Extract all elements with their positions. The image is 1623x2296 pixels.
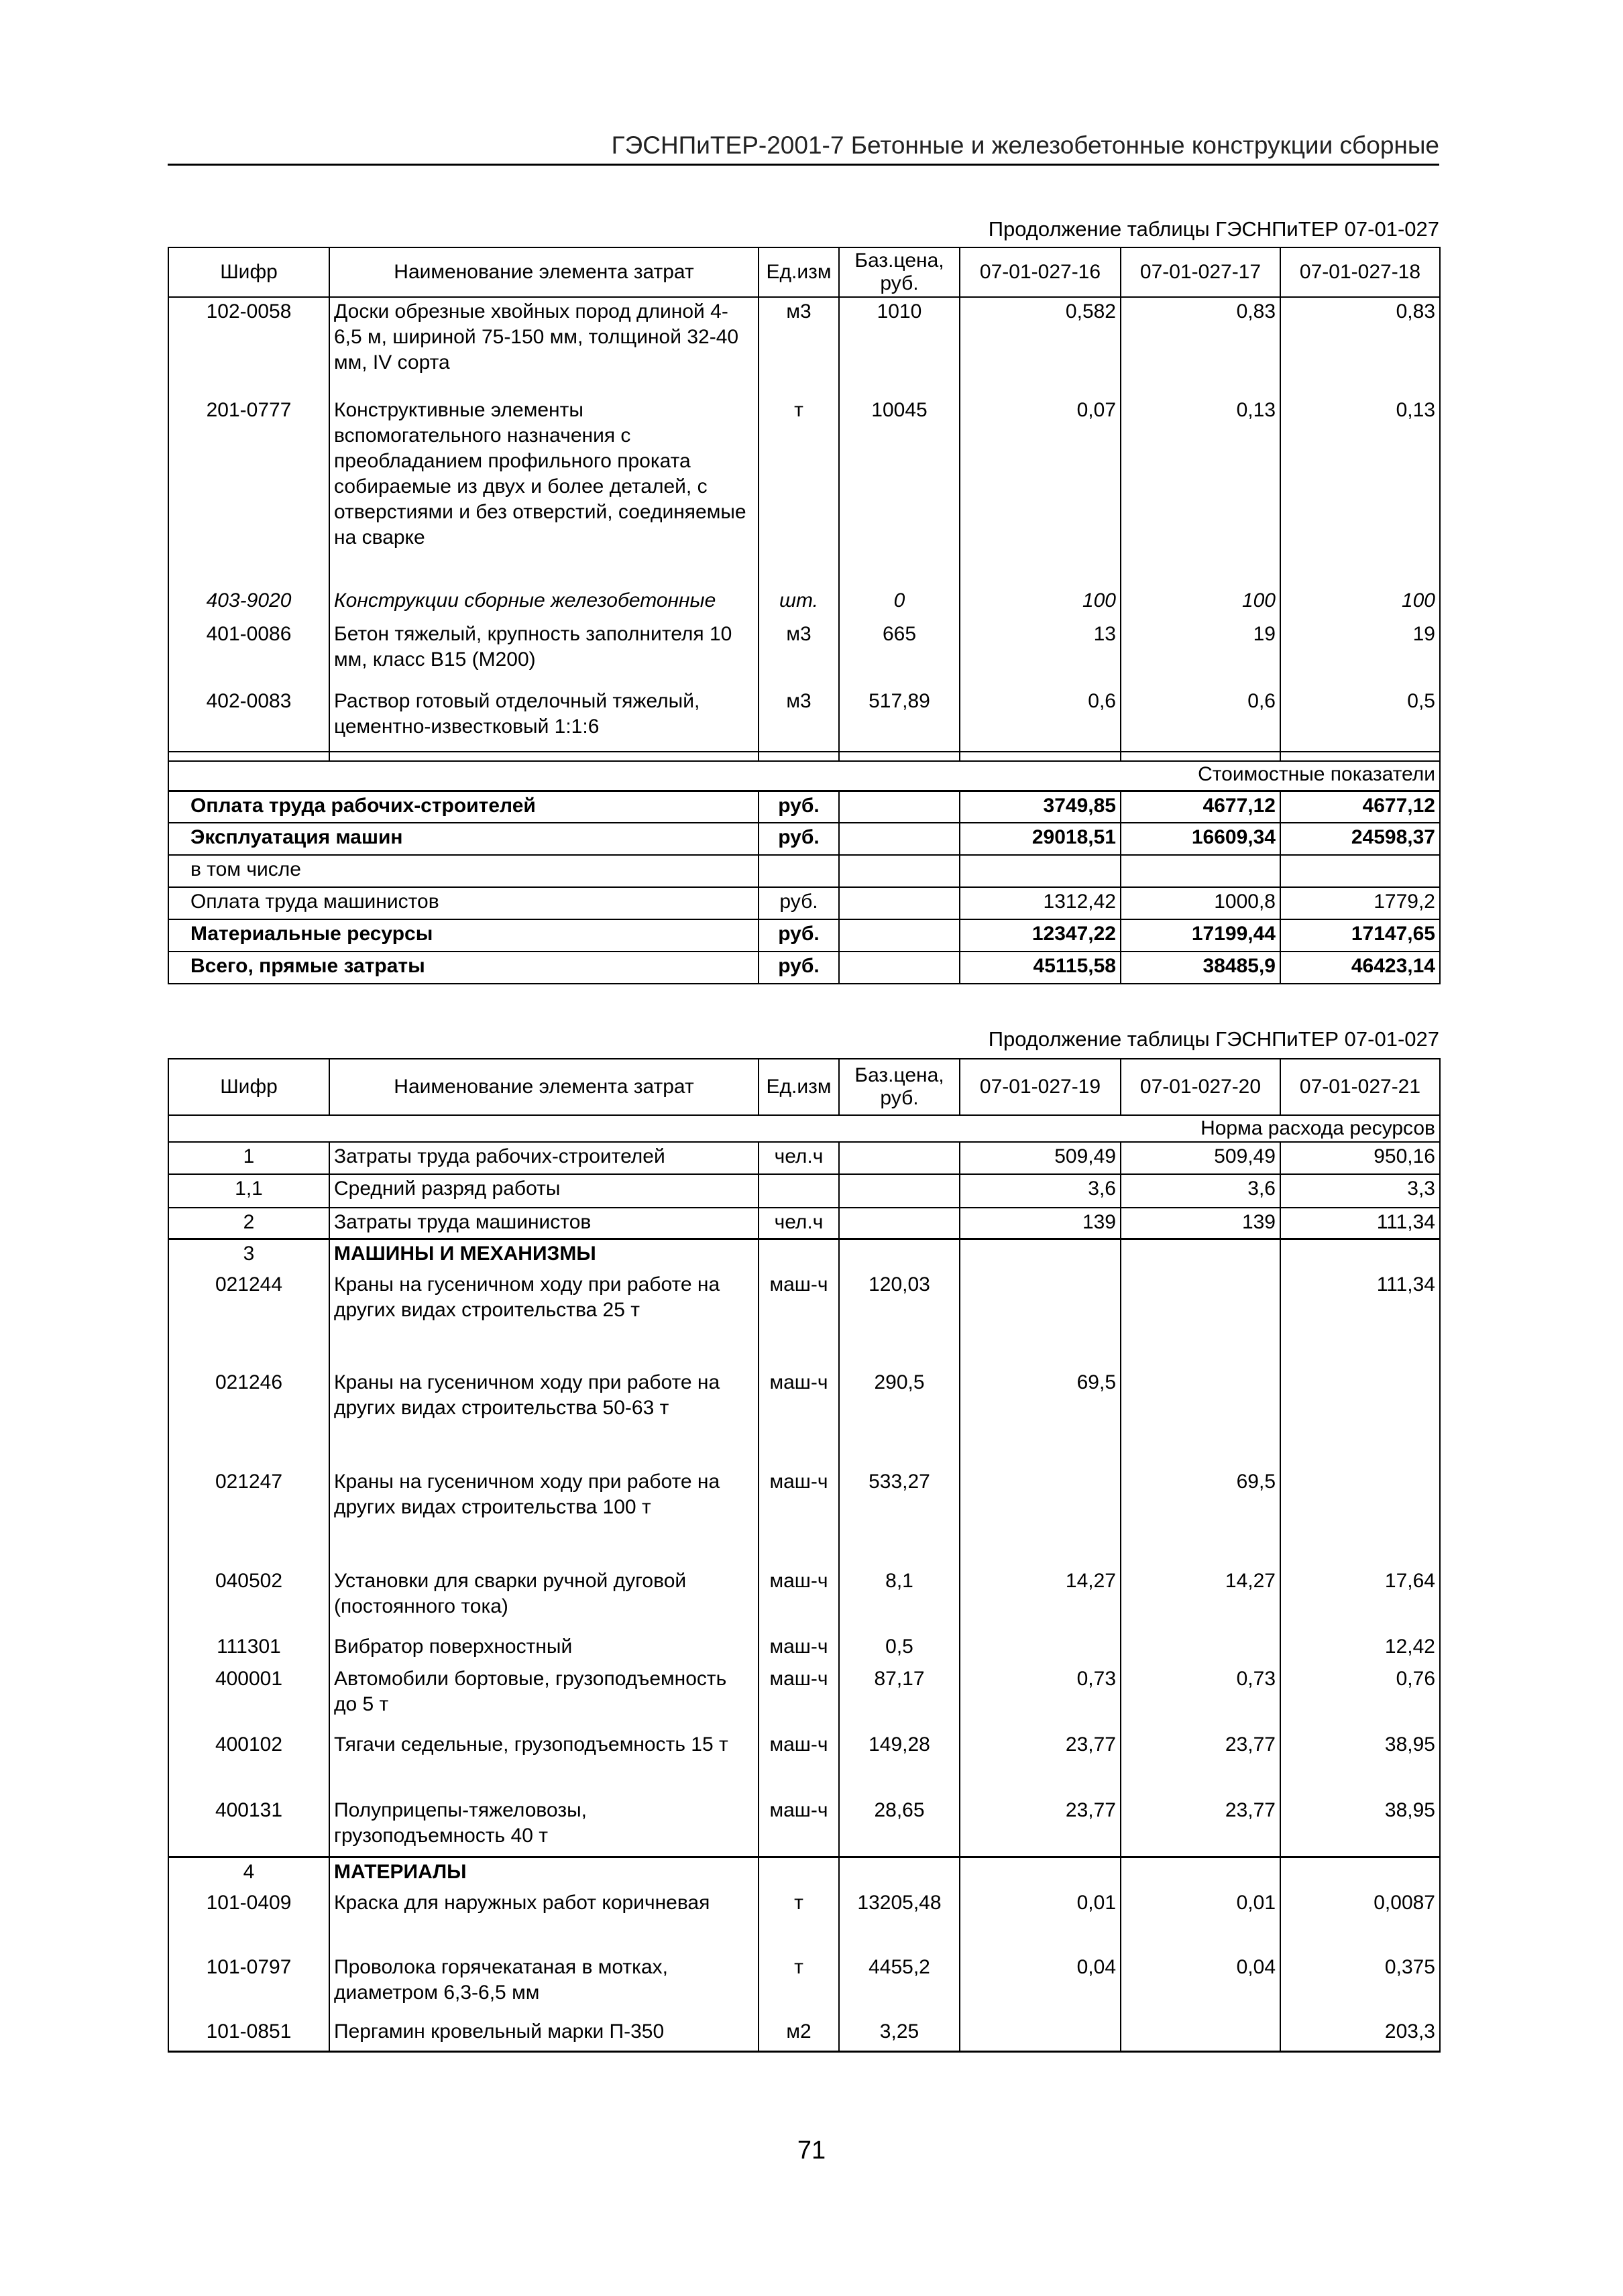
table-row [168, 1174, 1440, 1208]
row-name: Краны на гусеничном ходу при работе на других видах строительства 100 т [329, 1468, 759, 1567]
row-code: 403-9020 [168, 587, 329, 620]
row-price: 3,25 [839, 2018, 960, 2051]
row-price [839, 1208, 960, 1239]
row-name: Затраты труда машинистов [329, 1208, 759, 1239]
row-value-2 [1121, 1271, 1280, 1369]
table-row [168, 1665, 1440, 1731]
cost-value-1: 1312,42 [960, 887, 1121, 919]
row-code: 021244 [168, 1271, 329, 1369]
col-code-header: Шифр [168, 247, 329, 297]
cost-unit: руб. [759, 823, 839, 855]
row-name: МАТЕРИАЛЫ [329, 1857, 759, 1889]
table2-caption: Продолжение таблицы ГЭСНПиТЕР 07-01-027 [988, 1027, 1439, 1051]
row-value-3: 0,5 [1280, 687, 1440, 752]
table-row [168, 855, 1440, 887]
row-value-3: 950,16 [1280, 1142, 1440, 1174]
table-row [168, 1731, 1440, 1796]
cost-name: Оплата труда машинистов [168, 887, 759, 919]
row-value-2 [1121, 2018, 1280, 2051]
row-code: 1,1 [168, 1174, 329, 1208]
cost-unit: руб. [759, 887, 839, 919]
cost-section-label: Стоимостные показатели [168, 761, 1440, 791]
row-value-3: 38,95 [1280, 1731, 1440, 1796]
row-code: 101-0797 [168, 1953, 329, 2018]
col-2-header: 07-01-027-20 [1121, 1059, 1280, 1115]
row-unit: маш-ч [759, 1271, 839, 1369]
row-name: Затраты труда рабочих-строителей [329, 1142, 759, 1174]
table-row [168, 1567, 1440, 1633]
row-unit: м3 [759, 687, 839, 752]
row-value-2 [1121, 1369, 1280, 1468]
cost-name: Оплата труда рабочих-строителей [168, 791, 759, 823]
table1-caption: Продолжение таблицы ГЭСНПиТЕР 07-01-027 [988, 217, 1439, 241]
row-value-3: 0,76 [1280, 1665, 1440, 1731]
row-unit: маш-ч [759, 1731, 839, 1796]
col-price-header: Баз.цена, руб. [839, 247, 960, 297]
table-row [168, 1208, 1440, 1239]
row-unit: чел.ч [759, 1142, 839, 1174]
row-value-2: 23,77 [1121, 1731, 1280, 1796]
row-value-3: 3,3 [1280, 1174, 1440, 1208]
cost-value-2: 1000,8 [1121, 887, 1280, 919]
row-value-2 [1121, 1857, 1280, 1889]
row-value-1: 0,6 [960, 687, 1121, 752]
row-price [839, 1857, 960, 1889]
row-code: 102-0058 [168, 297, 329, 396]
page-header: ГЭСНПиТЕР-2001-7 Бетонные и железобетонные конструкции сборные [611, 131, 1439, 159]
row-code: 040502 [168, 1567, 329, 1633]
table1 [168, 247, 1441, 984]
cost-unit: руб. [759, 791, 839, 823]
row-code: 4 [168, 1857, 329, 1889]
row-name: Пергамин кровельный марки П-350 [329, 2018, 759, 2051]
table-row [168, 1239, 1440, 1271]
row-code: 101-0409 [168, 1889, 329, 1953]
row-value-1: 14,27 [960, 1567, 1121, 1633]
cost-name: Эксплуатация машин [168, 823, 759, 855]
col-3-header: 07-01-027-21 [1280, 1059, 1440, 1115]
row-value-3: 111,34 [1280, 1271, 1440, 1369]
col-name-header: Наименование элемента затрат [329, 247, 759, 297]
row-price: 4455,2 [839, 1953, 960, 2018]
row-value-1: 0,01 [960, 1889, 1121, 1953]
row-code: 021246 [168, 1369, 329, 1468]
row-name: Бетон тяжелый, крупность заполнителя 10 мм, класс В15 (М200) [329, 620, 759, 687]
row-name: Средний разряд работы [329, 1174, 759, 1208]
row-value-3 [1280, 1369, 1440, 1468]
page-number: 71 [797, 2136, 826, 2165]
row-price: 87,17 [839, 1665, 960, 1731]
row-value-3 [1280, 1857, 1440, 1889]
row-value-1 [960, 1857, 1121, 1889]
cost-name: Всего, прямые затраты [168, 952, 759, 984]
col-3-header: 07-01-027-18 [1280, 247, 1440, 297]
cost-value-2: 17199,44 [1121, 919, 1280, 952]
row-value-1: 0,07 [960, 396, 1121, 587]
norm-section-label: Норма расхода ресурсов [168, 1115, 1440, 1142]
row-value-2 [1121, 1239, 1280, 1271]
row-value-3 [1280, 1239, 1440, 1271]
row-unit: м3 [759, 620, 839, 687]
row-value-3: 203,3 [1280, 2018, 1440, 2051]
table-row [168, 919, 1440, 952]
row-code: 111301 [168, 1633, 329, 1665]
cost-value-3: 46423,14 [1280, 952, 1440, 984]
row-value-1 [960, 1271, 1121, 1369]
row-name: Автомобили бортовые, грузоподъемность до 5 т [329, 1665, 759, 1731]
row-value-2: 3,6 [1121, 1174, 1280, 1208]
row-code: 3 [168, 1239, 329, 1271]
cost-value-2: 4677,12 [1121, 791, 1280, 823]
table-row [168, 2018, 1440, 2051]
row-value-2: 0,13 [1121, 396, 1280, 587]
row-unit: маш-ч [759, 1567, 839, 1633]
row-price [839, 1142, 960, 1174]
cost-value-3: 4677,12 [1280, 791, 1440, 823]
row-value-1: 23,77 [960, 1796, 1121, 1857]
cost-name: Материальные ресурсы [168, 919, 759, 952]
table2-header-row [168, 1059, 1440, 1115]
row-value-1: 13 [960, 620, 1121, 687]
row-value-3: 0,13 [1280, 396, 1440, 587]
row-value-2: 19 [1121, 620, 1280, 687]
cost-unit [759, 855, 839, 887]
table-row [168, 1142, 1440, 1174]
cost-unit: руб. [759, 919, 839, 952]
col-unit-header: Ед.изм [759, 1059, 839, 1115]
row-unit: т [759, 1889, 839, 1953]
cost-value-2: 38485,9 [1121, 952, 1280, 984]
cost-value-3: 24598,37 [1280, 823, 1440, 855]
row-name: Установки для сварки ручной дуговой (постоянного тока) [329, 1567, 759, 1633]
row-unit: т [759, 396, 839, 587]
cost-section-row [168, 761, 1440, 791]
row-value-2 [1121, 1633, 1280, 1665]
cost-value-1: 29018,51 [960, 823, 1121, 855]
row-code: 2 [168, 1208, 329, 1239]
row-value-2: 0,01 [1121, 1889, 1280, 1953]
table2 [168, 1058, 1441, 2053]
row-price: 149,28 [839, 1731, 960, 1796]
row-name: Полуприцепы-тяжеловозы, грузоподъемность 40 т [329, 1796, 759, 1857]
row-value-1: 0,73 [960, 1665, 1121, 1731]
row-unit: чел.ч [759, 1208, 839, 1239]
cost-name: в том числе [168, 855, 759, 887]
row-unit: т [759, 1953, 839, 2018]
row-unit: шт. [759, 587, 839, 620]
row-value-2: 0,04 [1121, 1953, 1280, 2018]
row-value-2: 100 [1121, 587, 1280, 620]
row-price: 10045 [839, 396, 960, 587]
row-code: 021247 [168, 1468, 329, 1567]
table-row [168, 396, 1440, 587]
row-unit: маш-ч [759, 1468, 839, 1567]
row-value-3 [1280, 1468, 1440, 1567]
row-name: Доски обрезные хвойных пород длиной 4-6,5 м, шириной 75-150 мм, толщиной 32-40 мм, IV сорта [329, 297, 759, 396]
cost-value-1 [960, 855, 1121, 887]
row-price: 517,89 [839, 687, 960, 752]
table-row [168, 887, 1440, 919]
col-1-header: 07-01-027-19 [960, 1059, 1121, 1115]
norm-section-row [168, 1115, 1440, 1142]
row-code: 1 [168, 1142, 329, 1174]
row-price [839, 1239, 960, 1271]
row-value-2: 69,5 [1121, 1468, 1280, 1567]
row-value-1 [960, 1468, 1121, 1567]
row-value-2: 139 [1121, 1208, 1280, 1239]
header-rule [168, 164, 1439, 166]
row-name: Конструкции сборные железобетонные [329, 587, 759, 620]
row-value-1 [960, 1239, 1121, 1271]
cost-value-1: 12347,22 [960, 919, 1121, 952]
row-code: 400102 [168, 1731, 329, 1796]
row-price [839, 1174, 960, 1208]
row-value-1: 0,582 [960, 297, 1121, 396]
row-unit [759, 1239, 839, 1271]
row-value-1: 69,5 [960, 1369, 1121, 1468]
row-code: 101-0851 [168, 2018, 329, 2051]
row-value-2: 23,77 [1121, 1796, 1280, 1857]
table-row [168, 1369, 1440, 1468]
row-value-3: 38,95 [1280, 1796, 1440, 1857]
table-row [168, 1796, 1440, 1857]
row-value-1 [960, 2018, 1121, 2051]
row-code: 400131 [168, 1796, 329, 1857]
row-value-3: 0,0087 [1280, 1889, 1440, 1953]
row-unit: маш-ч [759, 1796, 839, 1857]
row-value-1: 509,49 [960, 1142, 1121, 1174]
col-price-header: Баз.цена, руб. [839, 1059, 960, 1115]
row-price: 665 [839, 620, 960, 687]
row-name: Раствор готовый отделочный тяжелый, цементно-известковый 1:1:6 [329, 687, 759, 752]
row-name: Краны на гусеничном ходу при работе на других видах строительства 50-63 т [329, 1369, 759, 1468]
col-unit-header: Ед.изм [759, 247, 839, 297]
row-code: 400001 [168, 1665, 329, 1731]
table-row [168, 1468, 1440, 1567]
row-value-2: 509,49 [1121, 1142, 1280, 1174]
row-price: 8,1 [839, 1567, 960, 1633]
row-name: Конструктивные элементы вспомогательного назначения с преобладанием профильного проката собираемые из двух и более деталей, с отверстиями и без отверстий, соединяемые на сварке [329, 396, 759, 587]
row-price: 290,5 [839, 1369, 960, 1468]
row-price: 1010 [839, 297, 960, 396]
row-code: 402-0083 [168, 687, 329, 752]
table1-spacer-row [168, 752, 1440, 761]
row-value-1: 139 [960, 1208, 1121, 1239]
row-value-1: 3,6 [960, 1174, 1121, 1208]
row-value-1: 23,77 [960, 1731, 1121, 1796]
row-unit: маш-ч [759, 1369, 839, 1468]
row-name: МАШИНЫ И МЕХАНИЗМЫ [329, 1239, 759, 1271]
row-name: Краска для наружных работ коричневая [329, 1889, 759, 1953]
row-value-3: 111,34 [1280, 1208, 1440, 1239]
cost-value-3 [1280, 855, 1440, 887]
row-unit [759, 1174, 839, 1208]
col-code-header: Шифр [168, 1059, 329, 1115]
row-unit: маш-ч [759, 1633, 839, 1665]
row-value-1 [960, 1633, 1121, 1665]
row-value-2: 14,27 [1121, 1567, 1280, 1633]
row-value-3: 0,375 [1280, 1953, 1440, 2018]
table-row [168, 952, 1440, 984]
row-name: Тягачи седельные, грузоподъемность 15 т [329, 1731, 759, 1796]
table-row [168, 687, 1440, 752]
row-unit: маш-ч [759, 1665, 839, 1731]
row-name: Краны на гусеничном ходу при работе на других видах строительства 25 т [329, 1271, 759, 1369]
cost-value-3: 17147,65 [1280, 919, 1440, 952]
row-unit: м3 [759, 297, 839, 396]
cost-value-1: 45115,58 [960, 952, 1121, 984]
row-unit [759, 1857, 839, 1889]
cost-value-3: 1779,2 [1280, 887, 1440, 919]
row-name: Вибратор поверхностный [329, 1633, 759, 1665]
row-value-2: 0,6 [1121, 687, 1280, 752]
row-value-2: 0,73 [1121, 1665, 1280, 1731]
table-row [168, 1857, 1440, 1889]
row-code: 401-0086 [168, 620, 329, 687]
row-code: 201-0777 [168, 396, 329, 587]
row-value-3: 17,64 [1280, 1567, 1440, 1633]
table-row [168, 1271, 1440, 1369]
row-value-1: 0,04 [960, 1953, 1121, 2018]
row-value-3: 19 [1280, 620, 1440, 687]
row-price: 533,27 [839, 1468, 960, 1567]
row-value-2: 0,83 [1121, 297, 1280, 396]
row-unit: м2 [759, 2018, 839, 2051]
table-row [168, 823, 1440, 855]
cost-value-2 [1121, 855, 1280, 887]
row-value-3: 0,83 [1280, 297, 1440, 396]
table-row [168, 1889, 1440, 1953]
table-row [168, 791, 1440, 823]
table-row [168, 620, 1440, 687]
row-name: Проволока горячекатаная в мотках, диаметром 6,3-6,5 мм [329, 1953, 759, 2018]
row-price: 0 [839, 587, 960, 620]
table-row [168, 297, 1440, 396]
cost-value-1: 3749,85 [960, 791, 1121, 823]
col-1-header: 07-01-027-16 [960, 247, 1121, 297]
row-value-3: 100 [1280, 587, 1440, 620]
table1-header-row [168, 247, 1440, 297]
table-row [168, 1633, 1440, 1665]
table-row [168, 587, 1440, 620]
col-2-header: 07-01-027-17 [1121, 247, 1280, 297]
col-name-header: Наименование элемента затрат [329, 1059, 759, 1115]
row-price: 120,03 [839, 1271, 960, 1369]
cost-value-2: 16609,34 [1121, 823, 1280, 855]
row-price: 28,65 [839, 1796, 960, 1857]
table-row [168, 1953, 1440, 2018]
row-price: 0,5 [839, 1633, 960, 1665]
cost-unit: руб. [759, 952, 839, 984]
row-value-3: 12,42 [1280, 1633, 1440, 1665]
row-price: 13205,48 [839, 1889, 960, 1953]
row-value-1: 100 [960, 587, 1121, 620]
